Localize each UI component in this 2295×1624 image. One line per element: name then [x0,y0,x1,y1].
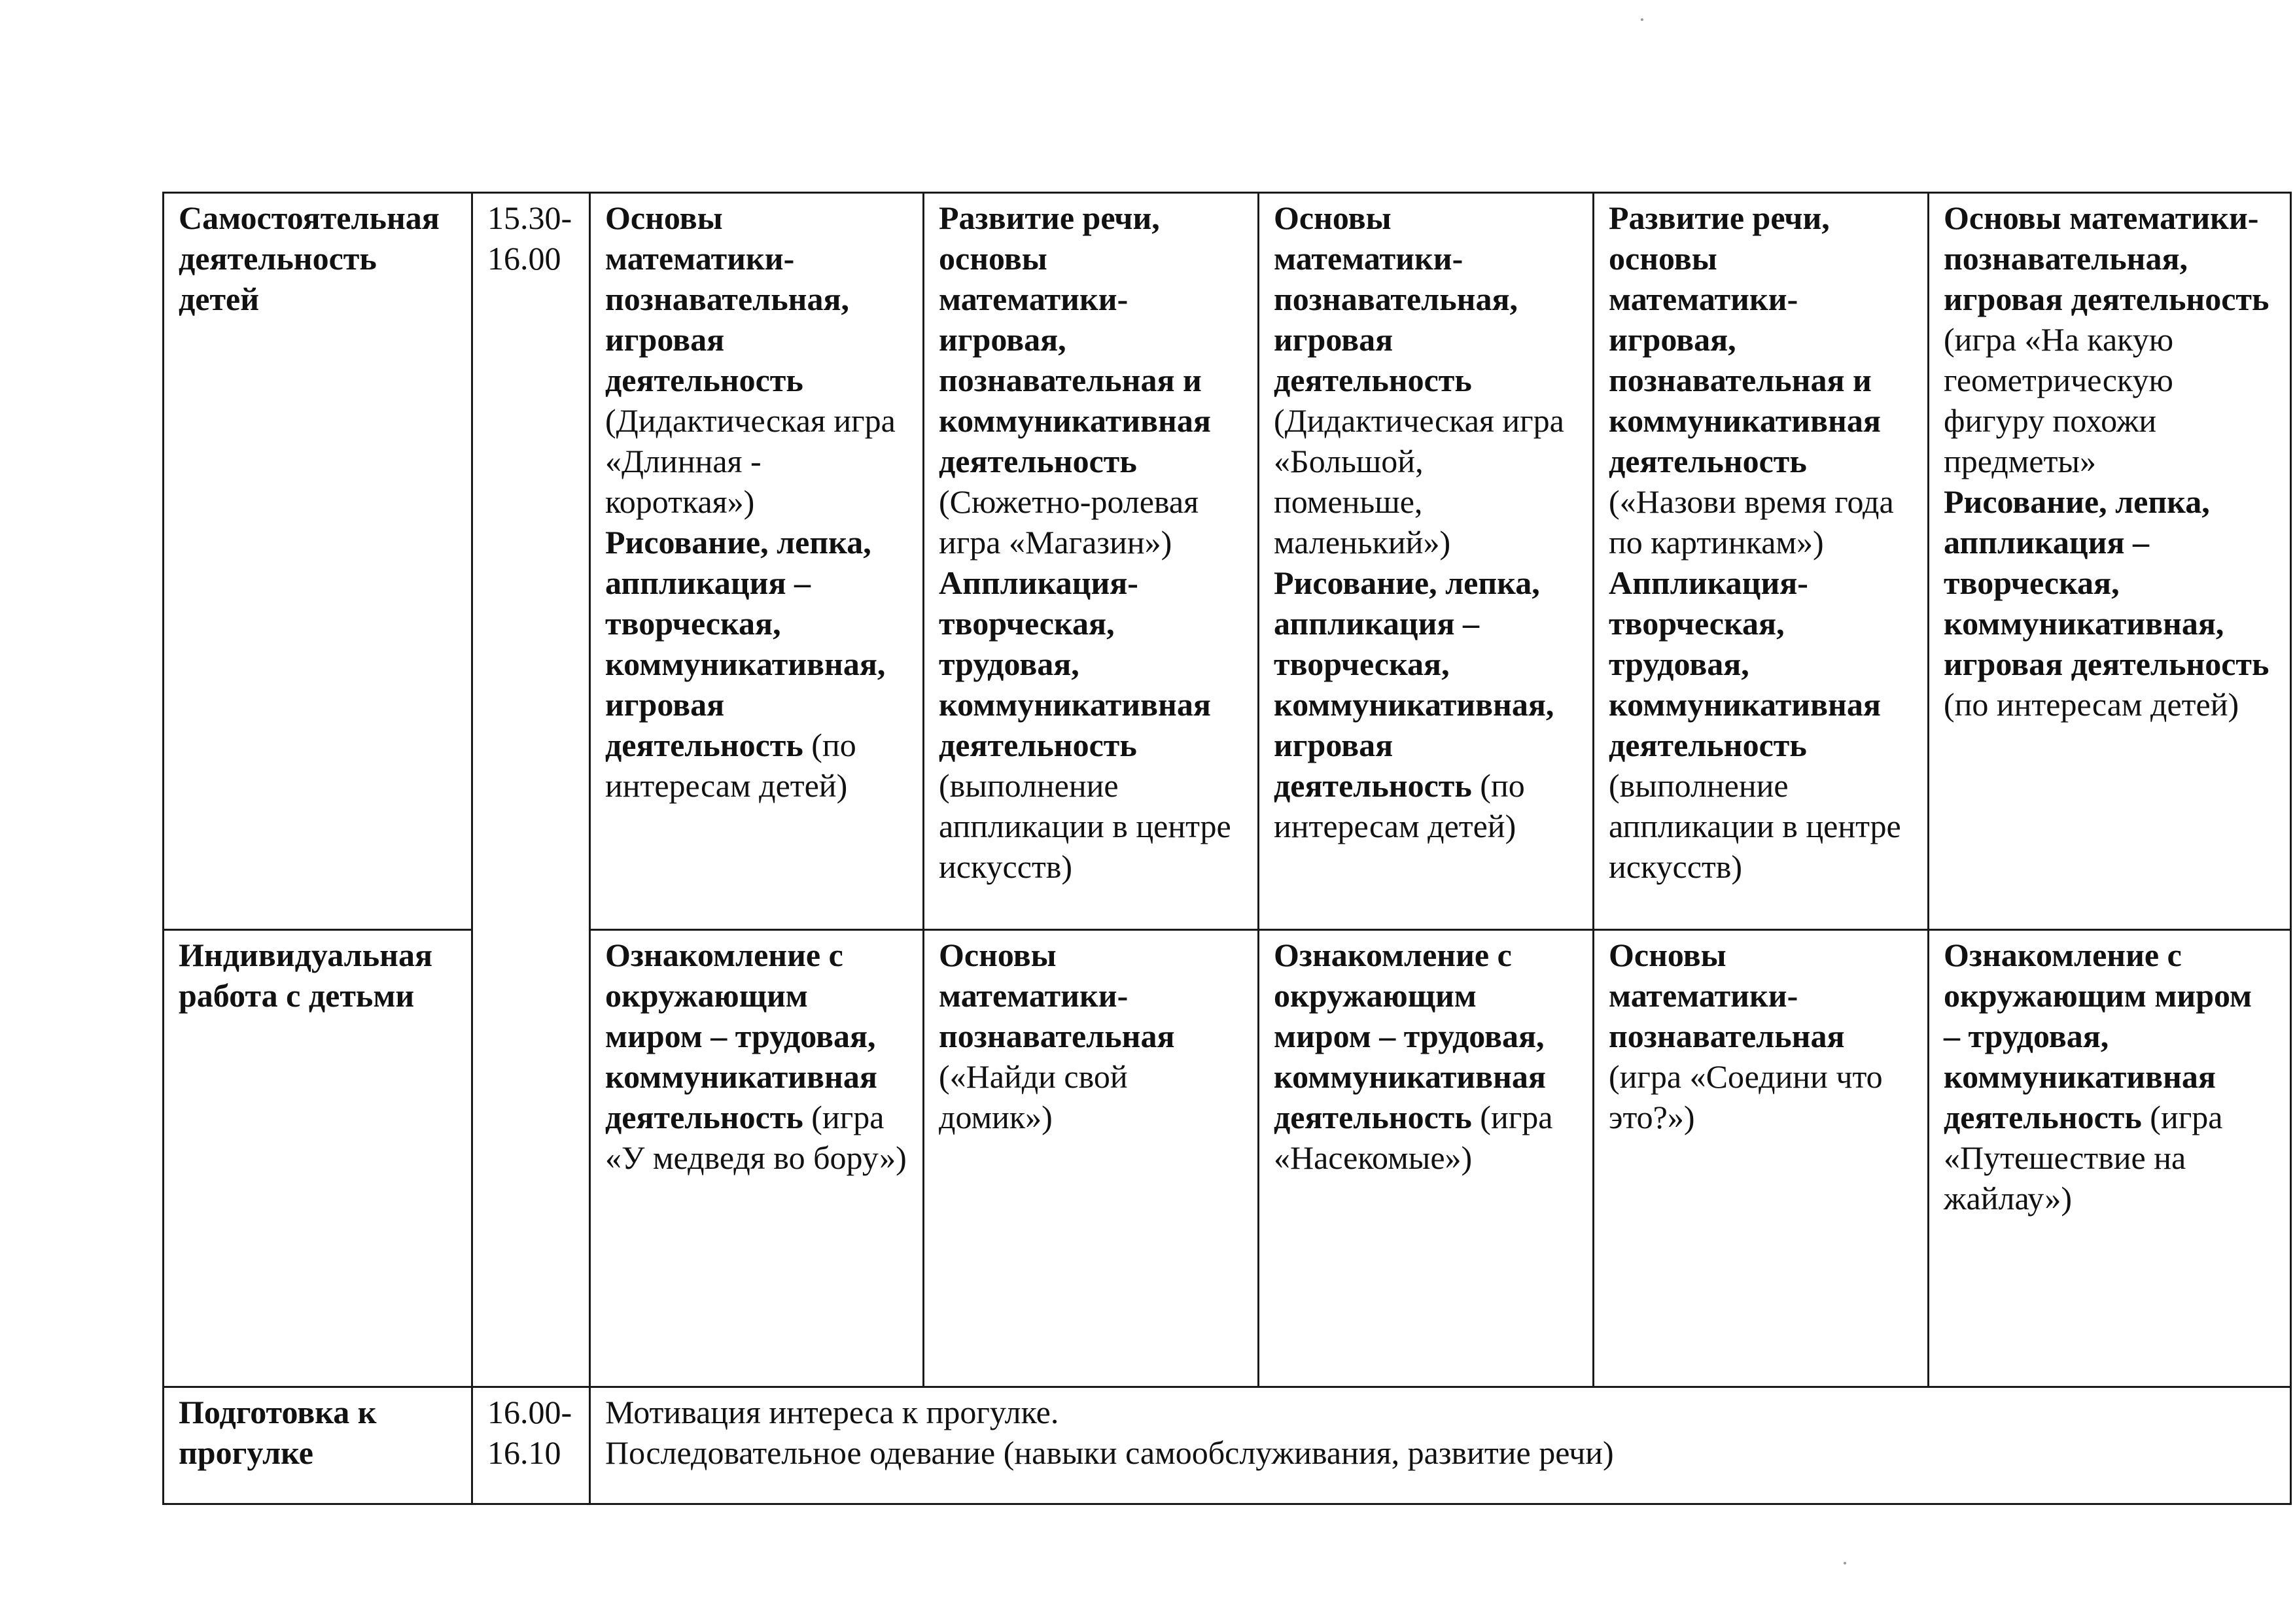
walk-dressing-text: Последовательное одевание (навыки самообслуживания, развитие речи) [605,1434,1614,1471]
activity-detail: (Дидактическая игра «Длинная - короткая») [605,402,896,520]
time-cell [472,1387,590,1504]
activity-heading: Ознакомление с окружающим миром – трудовая, коммуникативная деятельность [605,937,877,1135]
activity-detail: (по интересам детей) [1944,686,2239,723]
activity-detail: (Дидактическая игра «Большой, поменьше, маленький») [1274,402,1564,561]
activity-detail: (Сюжетно-ролевая игра «Магазин») [939,483,1199,561]
row-label: Подготовка к прогулке [179,1394,377,1471]
activity-detail: (выполнение аппликации в центре искусств) [1609,767,1901,885]
activity-detail: (игра «На какую геометрическую фигуру похожи предметы» [1944,321,2174,479]
activity-heading: Основы математики-познавательная [1609,937,1845,1054]
activity-cell-day-4 [1594,193,1929,930]
walk-motivation-text: Мотивация интереса к прогулке. [605,1394,1059,1430]
activity-cell-day-2 [924,193,1259,930]
row-label: Индивидуальная работа с детьми [179,937,433,1014]
activity-heading: Основы математики-познавательная, игровая деятельность [1274,199,1518,398]
scan-speck [1844,1562,1846,1564]
activity-cell-day-5 [1929,930,2291,1387]
activity-heading: Основы математики-познавательная [939,937,1175,1054]
activity-detail: (игра «Соедини что это?») [1609,1058,1883,1135]
activity-heading: Рисование, лепка, аппликация – творческая, коммуникативная, игровая деятельность [1944,483,2269,682]
walk-preparation-cell [590,1387,2291,1504]
activity-heading: Ознакомление с окружающим миром – трудовая, коммуникативная деятельность [1274,937,1546,1135]
schedule-table [162,192,2292,1505]
activity-heading: Развитие речи, основы математики-игровая, познавательная и коммуникативная деятельность [1609,199,1881,479]
time-range: 15.30-16.00 [487,199,572,277]
row-label-cell [164,193,472,930]
row-independent-activity [164,193,2291,930]
activity-cell-day-1 [590,930,924,1387]
activity-cell-day-2 [924,930,1259,1387]
activity-heading: Основы математики-познавательная, игровая деятельность [605,199,850,398]
activity-cell-day-4 [1594,930,1929,1387]
activity-heading: Развитие речи, основы математики-игровая, познавательная и коммуникативная деятельность [939,199,1211,479]
activity-heading: Рисование, лепка, аппликация – творческая, коммуникативная, игровая деятельность [605,524,886,763]
activity-detail: (игра «Путешествие на жайлау») [1944,1099,2223,1217]
activity-heading: Основы математики-познавательная, игровая деятельность [1944,199,2269,317]
row-walk-preparation [164,1387,2291,1504]
activity-heading: Рисование, лепка, аппликация – творческая, коммуникативная, игровая деятельность [1274,564,1554,804]
activity-detail: (выполнение аппликации в центре искусств) [939,767,1231,885]
activity-cell-day-3 [1259,930,1594,1387]
activity-cell-day-3 [1259,193,1594,930]
activity-detail: (игра «У медведя во бору») [605,1099,907,1176]
activity-heading: Ознакомление с окружающим миром – трудовая, коммуникативная деятельность [1944,937,2252,1135]
activity-cell-day-5 [1929,193,2291,930]
row-label-cell [164,1387,472,1504]
activity-detail: («Найди свой домик») [939,1058,1128,1135]
scan-speck [1641,18,1643,21]
activity-heading: Аппликация-творческая, трудовая, коммуникативная деятельность [1609,564,1881,763]
row-label: Самостоятельная деятельность детей [179,199,440,317]
activity-heading: Аппликация-творческая, трудовая, коммуникативная деятельность [939,564,1211,763]
activity-detail: (игра «Насекомые») [1274,1099,1553,1176]
activity-detail: (по интересам детей) [605,727,856,804]
time-range: 16.00-16.10 [487,1394,572,1471]
row-label-cell [164,930,472,1387]
activity-detail: («Назови время года по картинкам») [1609,483,1894,561]
activity-detail: (по интересам детей) [1274,767,1525,844]
time-cell [472,193,590,1387]
activity-cell-day-1 [590,193,924,930]
